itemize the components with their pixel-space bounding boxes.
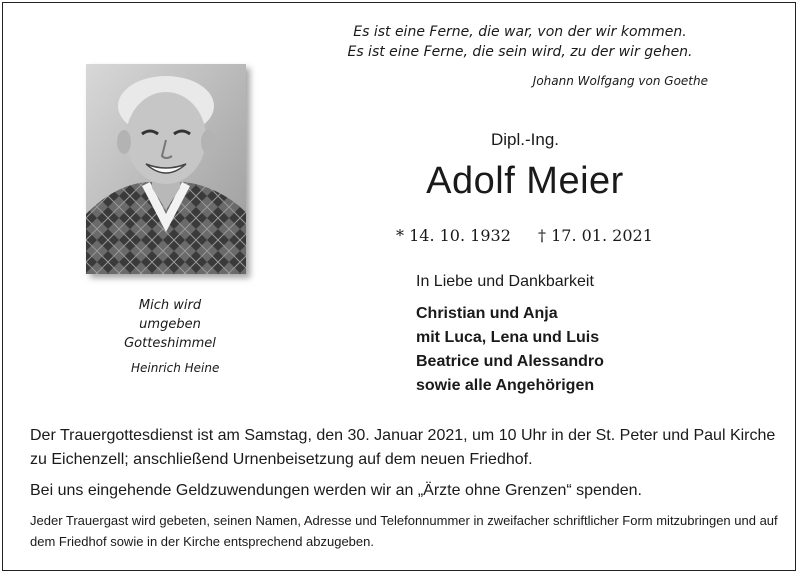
heine-quote-line-1: Mich wird <box>138 298 202 313</box>
service-notice: Der Trauergottesdienst ist am Samstag, den 30. Januar 2021, um 10 Uhr in der St. Peter und Paul Kirche zu Eichenzell; anschließend Urnenbeisetzung auf dem neuen Friedhof. <box>30 427 776 468</box>
heine-quote-line-2: umgeben <box>139 317 201 332</box>
mourner-2: mit Luca, Lena und Luis <box>416 329 600 346</box>
heine-quote-line-3: Gotteshimmel <box>124 336 216 351</box>
guest-notice: Jeder Trauergast wird gebeten, seinen Namen, Adresse und Telefonnummer in zweifacher schriftlicher Form mitzubringen und auf dem Friedhof sowie in der Kirche entsprechend abzugeben. <box>30 513 778 549</box>
donation-notice: Bei uns eingehende Geldzuwendungen werden wir an „Ärzte ohne Grenzen“ spenden. <box>30 482 642 499</box>
mourner-4: sowie alle Angehörigen <box>416 377 595 394</box>
heine-quote-author: Heinrich Heine <box>131 361 220 375</box>
mourners-list <box>416 302 604 398</box>
academic-title: Dipl.-Ing. <box>490 130 560 149</box>
portrait-photo <box>86 64 246 274</box>
quote-line-1: Es ist eine Ferne, die war, von der wir kommen. <box>353 24 687 40</box>
quote-line-2: Es ist eine Ferne, die sein wird, zu der wir gehen. <box>347 44 693 60</box>
birth-date: * 14. 10. 1932 <box>396 226 511 245</box>
mourners-intro: In Liebe und Dankbarkeit <box>416 273 594 290</box>
death-date: † 17. 01. 2021 <box>538 226 653 245</box>
mourner-1: Christian und Anja <box>416 305 558 322</box>
deceased-name: Adolf Meier <box>426 160 624 202</box>
quote-author: Johann Wolfgang von Goethe <box>532 74 708 88</box>
goethe-quote <box>300 22 740 62</box>
mourner-3: Beatrice und Alessandro <box>416 353 604 370</box>
heine-quote <box>110 296 230 353</box>
